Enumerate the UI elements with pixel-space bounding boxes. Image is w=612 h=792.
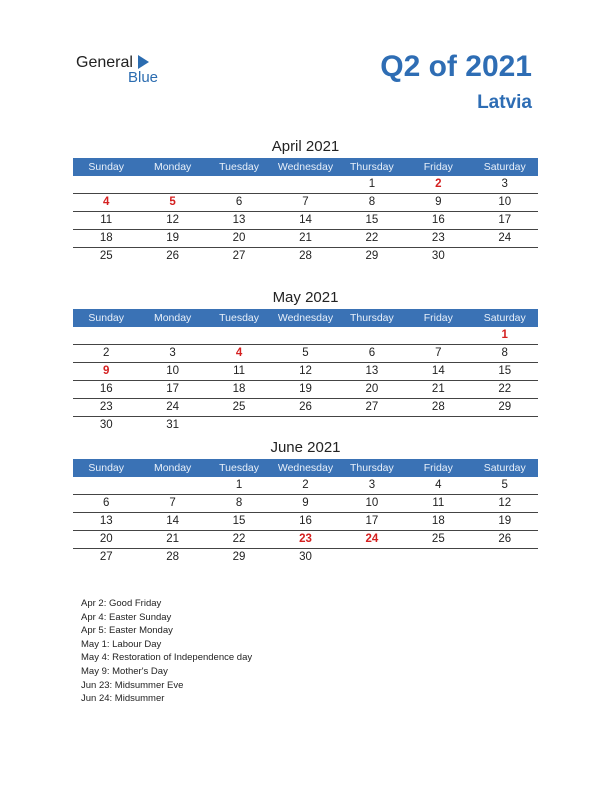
holiday-note: Apr 5: Easter Monday (81, 625, 173, 637)
day-cell: 5 (302, 347, 309, 359)
weekday-label: Thursday (350, 161, 394, 173)
day-cell: 19 (498, 515, 512, 527)
empty-day-cell (139, 327, 205, 344)
weekday-label: Tuesday (219, 312, 259, 324)
day-cell: 27 (99, 551, 113, 563)
empty-day-cell (472, 248, 538, 265)
day-cell: 29 (365, 250, 379, 262)
week-row (73, 549, 538, 566)
day-cell: 23 (99, 401, 113, 413)
day-cell: 13 (232, 214, 246, 226)
day-cell: 10 (365, 497, 379, 509)
empty-day-cell (139, 477, 205, 494)
day-cell: 10 (166, 365, 180, 377)
day-cell: 13 (365, 365, 379, 377)
empty-day-cell (272, 176, 338, 193)
day-cell: 6 (235, 196, 243, 208)
weekday-label: Sunday (88, 161, 125, 173)
week-row (73, 417, 538, 434)
week-row (73, 230, 538, 248)
day-cell: 14 (299, 214, 312, 226)
week-row (73, 531, 538, 549)
day-cell: 28 (166, 551, 180, 563)
day-cell: 18 (232, 383, 246, 395)
empty-day-cell (272, 327, 338, 344)
weekday-label: Wednesday (277, 161, 334, 173)
country-name: Latvia (477, 92, 532, 113)
day-cell: 30 (299, 551, 312, 563)
day-cell: 25 (431, 533, 445, 545)
day-cell: 9 (435, 196, 442, 208)
day-cell: 24 (498, 232, 512, 244)
day-cell: 5 (501, 479, 508, 491)
page-title: Q2 of 2021 (380, 50, 532, 83)
day-cell: 28 (299, 250, 312, 262)
week-row (73, 513, 538, 531)
day-cell: 22 (365, 232, 379, 244)
weekday-label: Sunday (88, 312, 125, 324)
day-cell: 8 (235, 497, 243, 509)
weekday-label: Wednesday (277, 312, 334, 324)
day-cell: 21 (299, 232, 312, 244)
empty-day-cell (405, 417, 471, 434)
day-cell: 16 (299, 515, 312, 527)
day-cell: 23 (431, 232, 445, 244)
day-cell: 14 (431, 365, 445, 377)
empty-day-cell (339, 549, 405, 566)
day-cell: 12 (498, 497, 512, 509)
day-cell: 25 (99, 250, 113, 262)
day-cell: 24 (166, 401, 180, 413)
day-cell: 30 (431, 250, 445, 262)
weekday-label: Sunday (88, 462, 125, 474)
holiday-note: May 4: Restoration of Independence day (81, 652, 253, 664)
weekday-label: Thursday (350, 462, 394, 474)
day-cell: 13 (99, 515, 113, 527)
empty-day-cell (339, 417, 405, 434)
day-cell: 18 (99, 232, 113, 244)
empty-day-cell (139, 176, 205, 193)
logo-flag-icon (138, 55, 149, 69)
holiday-note: May 1: Labour Day (81, 638, 162, 650)
weekday-label: Wednesday (277, 462, 334, 474)
day-cell: 15 (498, 365, 512, 377)
logo-text-blue: Blue (128, 69, 159, 86)
day-cell: 4 (235, 347, 243, 359)
day-cell: 3 (169, 347, 176, 359)
day-cell: 20 (365, 383, 379, 395)
day-cell: 18 (431, 515, 445, 527)
weekday-header-row (73, 158, 538, 176)
day-cell: 9 (103, 365, 110, 377)
empty-day-cell (73, 327, 139, 344)
month-calendar-may (73, 287, 538, 434)
day-cell: 2 (435, 178, 442, 190)
empty-day-cell (339, 327, 405, 344)
weekday-label: Tuesday (219, 462, 259, 474)
day-cell: 27 (365, 401, 379, 413)
day-cell: 17 (365, 515, 379, 527)
empty-day-cell (206, 327, 272, 344)
weekday-label: Saturday (483, 312, 526, 324)
day-cell: 29 (498, 401, 512, 413)
day-cell: 28 (431, 401, 445, 413)
week-row (73, 248, 538, 265)
day-cell: 20 (99, 533, 113, 545)
day-cell: 16 (431, 214, 445, 226)
day-cell: 15 (232, 515, 246, 527)
day-cell: 30 (99, 419, 113, 431)
day-cell: 6 (368, 347, 376, 359)
empty-day-cell (405, 549, 471, 566)
day-cell: 4 (103, 196, 110, 208)
logo-text-general: General (76, 54, 133, 71)
weekday-label: Monday (153, 462, 192, 474)
week-row (73, 176, 538, 194)
day-cell: 16 (99, 383, 113, 395)
day-cell: 11 (233, 365, 246, 377)
day-cell: 4 (435, 479, 442, 491)
holiday-note: Jun 23: Midsummer Eve (81, 679, 184, 691)
day-cell: 22 (232, 533, 246, 545)
empty-day-cell (472, 549, 538, 566)
day-cell: 7 (435, 347, 442, 359)
weekday-label: Saturday (483, 462, 526, 474)
empty-day-cell (206, 176, 272, 193)
empty-day-cell (73, 477, 139, 494)
day-cell: 8 (501, 347, 508, 359)
day-cell: 25 (232, 401, 246, 413)
day-cell: 26 (166, 250, 180, 262)
day-cell: 3 (501, 178, 508, 190)
day-cell: 19 (166, 232, 180, 244)
day-cell: 5 (169, 196, 176, 208)
empty-day-cell (272, 417, 338, 434)
day-cell: 24 (365, 533, 379, 545)
day-cell: 1 (235, 479, 243, 491)
month-title: June 2021 (270, 439, 341, 456)
week-row (73, 345, 538, 363)
empty-day-cell (472, 417, 538, 434)
weekday-header-row (73, 459, 538, 477)
week-row (73, 212, 538, 230)
month-title: April 2021 (271, 138, 340, 155)
day-cell: 11 (432, 497, 445, 509)
holiday-note: Apr 4: Easter Sunday (81, 611, 172, 623)
weekday-label: Friday (423, 312, 453, 324)
weekday-label: Friday (423, 462, 453, 474)
day-cell: 10 (498, 196, 512, 208)
week-row (73, 363, 538, 381)
holiday-note: Jun 24: Midsummer (81, 693, 165, 705)
day-cell: 9 (302, 497, 309, 509)
day-cell: 7 (302, 196, 309, 208)
week-row (73, 399, 538, 417)
empty-day-cell (73, 176, 139, 193)
holiday-note: May 9: Mother's Day (81, 665, 168, 677)
day-cell: 31 (166, 419, 180, 431)
day-cell: 22 (498, 383, 512, 395)
week-row (73, 381, 538, 399)
month-title: May 2021 (272, 289, 339, 306)
day-cell: 1 (501, 329, 508, 341)
day-cell: 21 (166, 533, 180, 545)
day-cell: 12 (166, 214, 180, 226)
day-cell: 14 (166, 515, 180, 527)
day-cell: 11 (100, 214, 113, 226)
day-cell: 15 (365, 214, 379, 226)
weekday-label: Saturday (483, 161, 526, 173)
generalblue-logo (76, 52, 196, 88)
day-cell: 7 (169, 497, 176, 509)
empty-day-cell (206, 417, 272, 434)
weekday-label: Thursday (350, 312, 394, 324)
week-row (73, 477, 538, 495)
day-cell: 26 (299, 401, 312, 413)
empty-day-cell (405, 327, 471, 344)
week-row (73, 495, 538, 513)
weekday-label: Monday (153, 312, 192, 324)
month-calendar-april (73, 136, 538, 265)
weekday-header-row (73, 309, 538, 327)
day-cell: 17 (166, 383, 180, 395)
day-cell: 1 (368, 178, 376, 190)
weekday-label: Monday (153, 161, 192, 173)
holiday-notes (81, 597, 252, 706)
day-cell: 2 (103, 347, 110, 359)
day-cell: 20 (232, 232, 246, 244)
day-cell: 23 (299, 533, 312, 545)
day-cell: 6 (103, 497, 110, 509)
holiday-note: Apr 2: Good Friday (81, 598, 162, 609)
day-cell: 3 (368, 479, 376, 491)
day-cell: 17 (498, 214, 512, 226)
day-cell: 27 (232, 250, 246, 262)
month-calendar-june (73, 437, 538, 566)
day-cell: 19 (299, 383, 312, 395)
day-cell: 26 (498, 533, 512, 545)
day-cell: 29 (232, 551, 246, 563)
week-row (73, 327, 538, 345)
day-cell: 12 (299, 365, 312, 377)
weekday-label: Tuesday (219, 161, 259, 173)
day-cell: 2 (302, 479, 309, 491)
day-cell: 8 (368, 196, 376, 208)
weekday-label: Friday (423, 161, 453, 173)
day-cell: 21 (431, 383, 445, 395)
week-row (73, 194, 538, 212)
